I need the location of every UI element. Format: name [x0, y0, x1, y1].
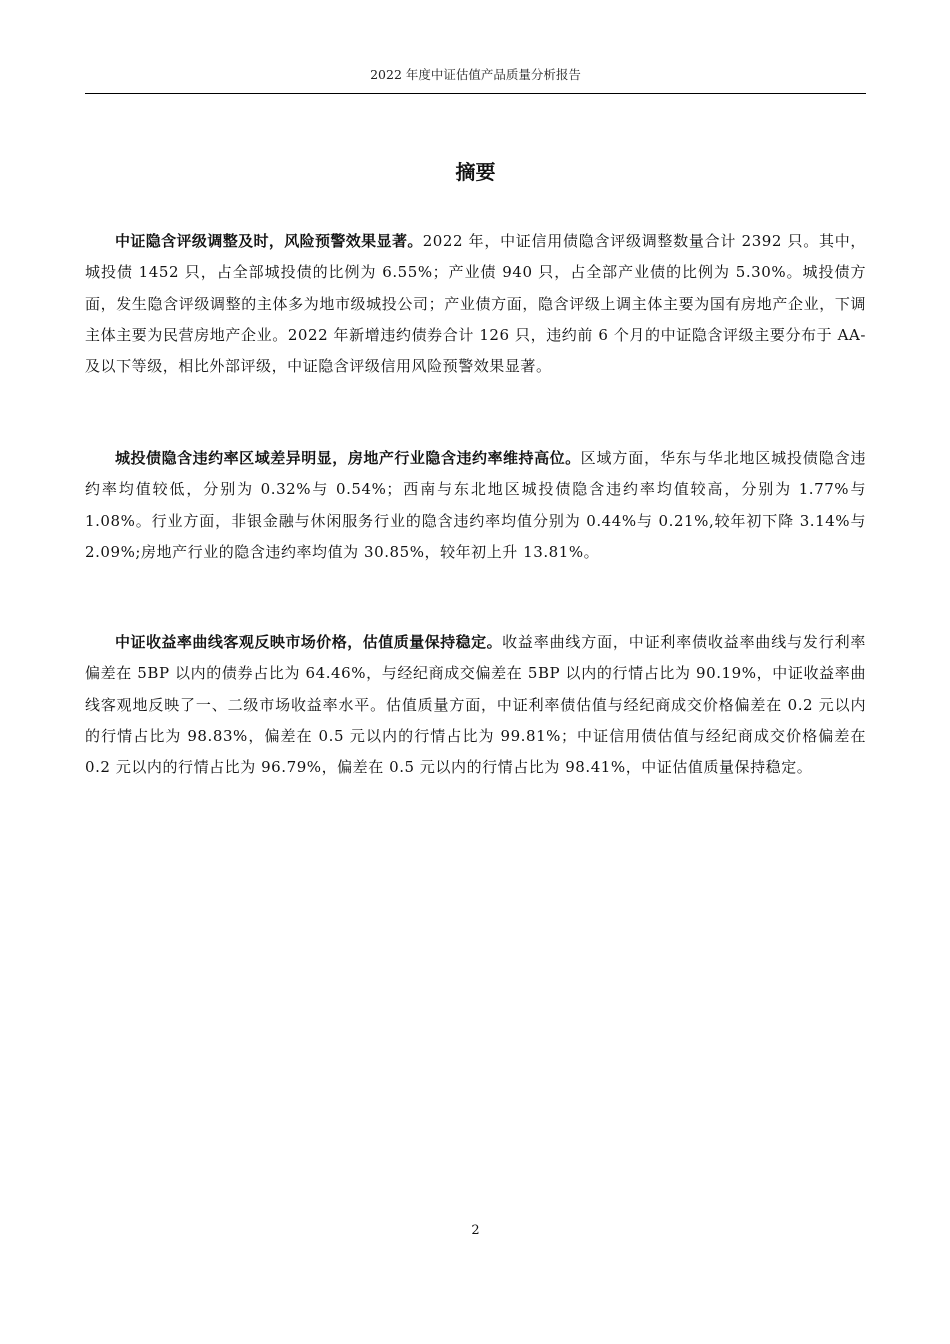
paragraph-lead: 中证收益率曲线客观反映市场价格，估值质量保持稳定。 — [115, 633, 503, 651]
paragraph-text: 2022 年，中证信用债隐含评级调整数量合计 2392 只。其中，城投债 1452 只，占全部城投债的比例为 6.55%；产业债 940 只，占全部产业债的比例为 5.30%。城投债方面，发生隐含评级调整的主体多为地市级城投公司；产业债方面，隐含评级上调主体主要为国有房地产企业，下调主体主要为民营房地产企业。2022 年新增违约债券合计 126 只，违约前 6 个月的中证隐含评级主要分布于 AA-及以下等级，相比外部评级，中证隐含评级信用风险预警效果显著。 — [85, 232, 866, 376]
running-header: 2022 年度中证估值产品质量分析报告 — [370, 67, 581, 82]
page-title: 摘要 — [455, 160, 496, 184]
summary-paragraph-rating-adjustment — [85, 226, 866, 382]
paragraph-text: 区域方面，华东与华北地区城投债隐含违约率均值较低，分别为 0.32%与 0.54%；西南与东北地区城投债隐含违约率均值较高，分别为 1.77%与 1.08%。行业方面，非银金融与休闲服务行业的隐含违约率均值分别为 0.44%与 0.21%,较年初下降 3.14%与 2.09%;房地产行业的隐含违约率均值为 30.85%，较年初上升 13.81%。 — [85, 449, 866, 561]
page-number: 2 — [471, 1223, 480, 1238]
paragraph-lead: 中证隐含评级调整及时，风险预警效果显著。 — [115, 232, 423, 250]
header-divider — [85, 93, 866, 94]
summary-paragraph-default-rate — [85, 443, 866, 568]
summary-paragraph-valuation-quality — [85, 627, 866, 783]
paragraph-text: 收益率曲线方面，中证利率债收益率曲线与发行利率偏差在 5BP 以内的债券占比为 64.46%，与经纪商成交偏差在 5BP 以内的行情占比为 90.19%，中证收益率曲线客观地反映了一、二级市场收益率水平。估值质量方面，中证利率债估值与经纪商成交价格偏差在 0.2 元以内的行情占比为 98.83%，偏差在 0.5 元以内的行情占比为 99.81%；中证信用债估值与经纪商成交价格偏差在 0.2 元以内的行情占比为 96.79%，偏差在 0.5 元以内的行情占比为 98.41%，中证估值质量保持稳定。 — [85, 633, 866, 777]
paragraph-lead: 城投债隐含违约率区域差异明显，房地产行业隐含违约率维持高位。 — [115, 449, 581, 467]
